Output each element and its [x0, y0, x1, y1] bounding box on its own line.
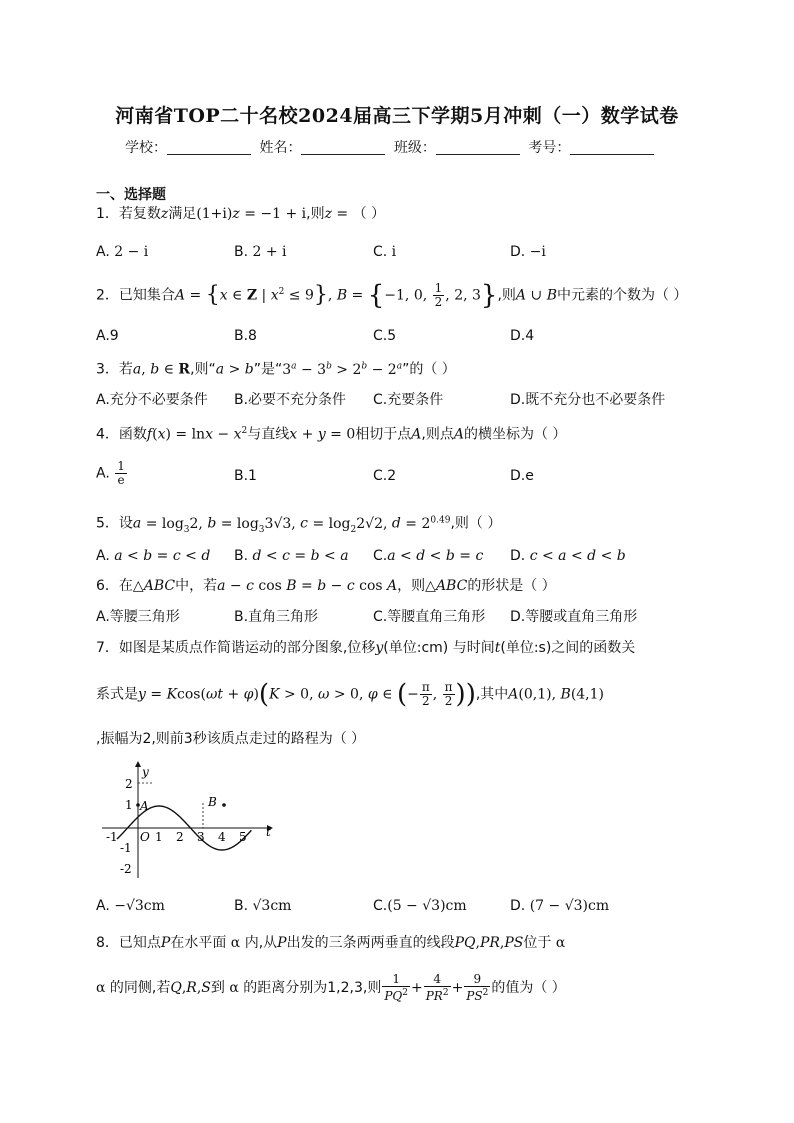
q6-option-b[interactable]: B.直角三角形	[234, 609, 319, 625]
school-label: 学校：	[125, 140, 167, 156]
question-7-line-1: 7．如图是某质点作简谐运动的部分图象,位移y(单位:cm) 与时间t(单位:s)之间的函数关	[96, 640, 636, 656]
q3-option-d[interactable]: D.既不充分也不必要条件	[510, 392, 666, 408]
point-b-dot	[222, 803, 226, 807]
question-7-line-2: 系式是y = Kcos(ωt + φ)(K > 0, ω > 0, φ ∈ (− $\frac{\pi}{2}$ , $\frac{\pi}{2}$ )),其中A(0,1), B(4,1)	[96, 679, 605, 710]
y-axis-label: y	[142, 765, 149, 779]
q5-option-a[interactable]: A. a < b = c < d	[96, 548, 211, 564]
q1-option-b[interactable]: B. 2 + i	[234, 244, 287, 260]
q7-option-d[interactable]: D. (7 − √3)cm	[510, 898, 610, 914]
page-title: 河南省TOP二十名校2024届高三下学期5月冲刺（一）数学试卷	[115, 105, 679, 127]
t-axis-label: t	[266, 825, 271, 839]
question-3: 3．若a, b ∈ R,则“a > b”是“$3^a - 3^b > 2^b - 2^a$”的（ ）	[96, 361, 456, 378]
q1-option-c[interactable]: C. i	[373, 244, 397, 260]
question-1: 1．若复数z满足(1+i)z = −1 + i,则z = （ ）	[96, 206, 386, 222]
x-tick-neg1: -1	[106, 830, 118, 844]
q4-option-c[interactable]: C.2	[373, 468, 397, 484]
class-blank[interactable]	[436, 140, 520, 155]
q2-option-a[interactable]: A.9	[96, 328, 119, 344]
q4-option-d[interactable]: D.e	[510, 468, 534, 484]
student-info-row	[125, 137, 658, 157]
name-label: 姓名：	[259, 140, 302, 156]
q6-option-a[interactable]: A.等腰三角形	[96, 609, 180, 625]
point-a-label: A	[140, 799, 149, 813]
y-tick-2: 2	[125, 777, 133, 791]
question-4: 4．函数$f(x) = \ln x - x^2$与直线x + y = 0相切于点A,则点A的横坐标为（ ）	[96, 426, 567, 443]
q3-option-c[interactable]: C.充要条件	[373, 392, 444, 408]
q1-option-a[interactable]: A. 2 − i	[96, 244, 149, 260]
point-b-label: B	[208, 795, 217, 809]
q1-option-d[interactable]: D. −i	[510, 244, 546, 260]
harmonic-motion-graph	[96, 756, 286, 886]
x-tick-2: 2	[176, 830, 184, 844]
q7-option-b[interactable]: B. √3cm	[234, 898, 292, 914]
x-tick-5: 5	[239, 830, 247, 844]
q4-option-a[interactable]: A. $\frac{1}{e}$	[96, 459, 125, 487]
y-tick-1: 1	[125, 798, 133, 812]
y-tick-neg1: -1	[120, 841, 132, 855]
q5-option-d[interactable]: D. c < a < d < b	[510, 548, 626, 564]
question-number: 1．	[96, 206, 119, 222]
y-tick-neg2: -2	[120, 862, 132, 876]
x-tick-3: 3	[197, 830, 205, 844]
section-heading: 一、选择题	[96, 187, 166, 203]
q6-option-d[interactable]: D.等腰或直角三角形	[510, 609, 638, 625]
q2-option-c[interactable]: C.5	[373, 328, 397, 344]
q2-option-d[interactable]: D.4	[510, 328, 535, 344]
number-blank[interactable]	[570, 140, 654, 155]
q7-option-c[interactable]: C.(5 − √3)cm	[373, 898, 467, 914]
q3-option-a[interactable]: A.充分不必要条件	[96, 392, 208, 408]
name-blank[interactable]	[301, 140, 385, 155]
q4-option-b[interactable]: B.1	[234, 468, 257, 484]
question-8-line-2: α 的同侧,若Q,R,S到 α 的距离分别为1,2,3,则 $\frac{1}{PQ^2}$ + $\frac{4}{PR^2}$ + $\frac{9}{PS^2}$ 的值为（ ）	[96, 972, 566, 1003]
question-6: 6．在△ABC中，若a − c cos B = b − c cos A，则△ABC的形状是（ ）	[96, 578, 556, 594]
q3-option-b[interactable]: B.必要不充分条件	[234, 392, 347, 408]
q6-option-c[interactable]: C.等腰直角三角形	[373, 609, 486, 625]
q5-option-b[interactable]: B. d < c = b < a	[234, 548, 349, 564]
question-2: 2．已知集合A = {x ∈ Z | $x^2 \le 9$}, B = {−1, 0, $\frac{1}{2}$ , 2, 3},则A ∪ B中元素的个数为（ ）	[96, 280, 688, 311]
question-5: 5．设$a = \log_32$, $b = \log_33√3$, $c = \log_22√2$, $d = 2^{0.49}$,则（ ）	[96, 515, 502, 535]
q7-option-a[interactable]: A. −√3cm	[96, 898, 165, 914]
school-blank[interactable]	[167, 140, 251, 155]
question-8-line-1: 8．已知点P在水平面 α 内,从P出发的三条两两垂直的线段PQ,PR,PS位于 α	[96, 935, 566, 951]
q5-option-c[interactable]: C.a < d < b = c	[373, 548, 484, 564]
x-tick-4: 4	[218, 830, 226, 844]
origin-label: O	[140, 830, 150, 844]
q2-option-b[interactable]: B.8	[234, 328, 257, 344]
x-tick-1: 1	[155, 830, 163, 844]
question-7-line-3: ,振幅为2,则前3秒该质点走过的路程为（ ）	[96, 731, 366, 747]
number-label: 考号：	[528, 140, 571, 156]
class-label: 班级：	[393, 140, 436, 156]
